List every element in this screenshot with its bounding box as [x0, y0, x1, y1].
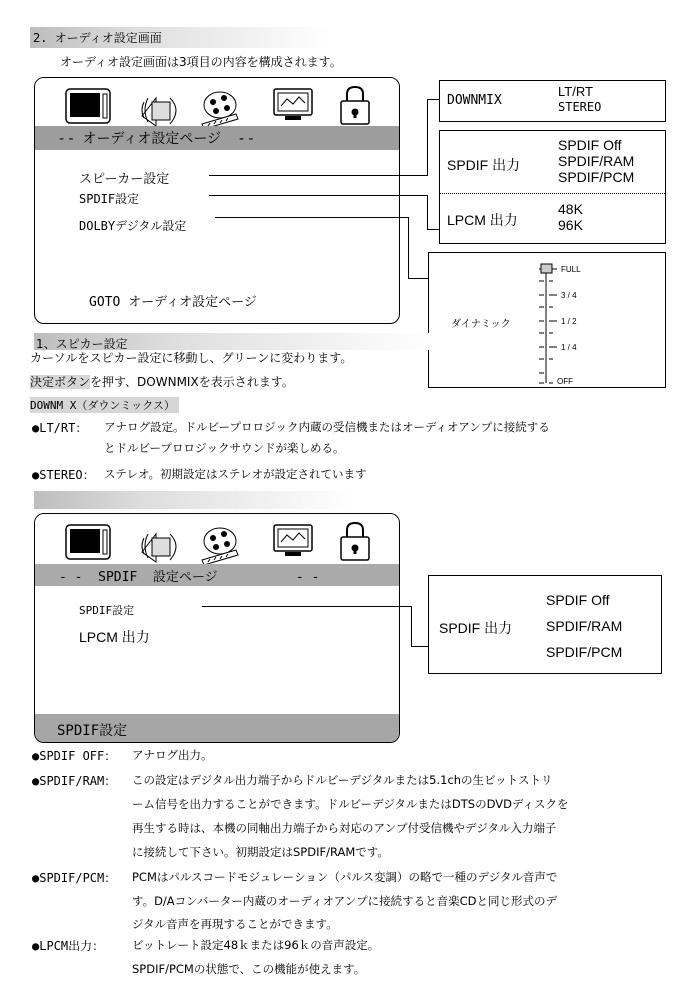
- bullet-lpcm-line-2: SPDIF/PCMの状態で、この機能が使えます。: [132, 962, 366, 976]
- dynamic-range-slider[interactable]: [537, 261, 647, 385]
- menu-item-dolby-digital-setup[interactable]: DOLBYデジタル設定: [79, 219, 187, 233]
- bullet-lpcm-line-1: ビットレート設定48ｋまたは96ｋの音声設定。: [132, 938, 380, 952]
- speaker-icon[interactable]: [138, 524, 186, 564]
- bullet-spdif-pcm-line-2: す。D/Aコンバーター内蔵のオーディオアンプに接続すると音楽CDと同じ形式のデ: [132, 894, 558, 908]
- film-reel-icon[interactable]: [198, 524, 240, 566]
- bullet-spdif-pcm-line-1: PCMはパルスコードモジュレーション（パルス変調）の略で一種のデジタル音声で: [132, 870, 558, 884]
- dynamic-range-box: [428, 252, 666, 388]
- bullet-spdif-ram-line-1: この設定はデジタル出力端子からドルビーデジタルまたは5.1chの生ビットストリ: [132, 773, 553, 787]
- bullet-spdif-off-line-1: アナログ出力。: [132, 748, 213, 762]
- connector-speaker-downmix-v: [427, 99, 428, 176]
- menu2-title-bar: [35, 564, 399, 586]
- bullet-spdif-off-term: ●SPDIF OFF：: [32, 749, 117, 763]
- menu2-footer-label: SPDIF設定: [57, 723, 128, 739]
- downmix-options-box: [439, 80, 666, 122]
- bullet-spdif-pcm-term: ●SPDIF/PCM：: [32, 871, 117, 885]
- connector-spdif-v: [427, 195, 428, 229]
- menu2-footer-bar[interactable]: [35, 714, 399, 742]
- spdif-option-pcm[interactable]: SPDIF/PCM: [558, 169, 635, 185]
- monitor-icon[interactable]: [273, 88, 313, 122]
- lpcm-output-label: LPCM 出力: [447, 212, 518, 228]
- bullet-spdif-ram-line-2: ーム信号を出力することができます。ドルビーデジタルまたはDTSのDVDディスクを: [132, 797, 569, 811]
- spdif2-option-ram[interactable]: SPDIF/RAM: [546, 618, 623, 634]
- speaker-line-2: [30, 373, 294, 390]
- bullet-stereo-term: ●STEREO：: [32, 468, 95, 482]
- menu-footer-goto[interactable]: GOTO オーディオ設定ページ: [89, 295, 257, 310]
- section-heading: 2. オーディオ設定画面: [33, 31, 162, 45]
- tv-icon[interactable]: [65, 524, 111, 562]
- bullet-spdif-ram-line-4: に接続して下さい。初期設定はSPDIF/RAMです。: [132, 845, 389, 859]
- bullet-stereo-line-1: ステレオ。初期設定はステレオが設定されています: [104, 467, 367, 481]
- menu-title: - - オーディオ設定ページ - -: [59, 131, 254, 147]
- speaker-line-2-rest: を押す、DOWNMIXを表示されます。: [90, 375, 294, 389]
- dynamic-tick-1-2: 1 / 2: [561, 317, 577, 326]
- connector-spdif-h2: [427, 229, 439, 230]
- bullet-ltrt-line-1: アナログ設定。ドルビープロロジック内蔵の受信機またはオーディオアンプに接続する: [104, 420, 550, 434]
- lpcm-option-96k[interactable]: 96K: [558, 217, 583, 233]
- dynamic-label: ダイナミック: [451, 319, 511, 330]
- connector-dolby-v: [408, 217, 409, 278]
- audio-setup-menu-panel: [34, 77, 400, 324]
- menu2-icon-bar: [35, 514, 399, 569]
- menu-item-speaker-setup[interactable]: スピーカー設定: [79, 172, 170, 187]
- speaker-line-1: カーソルをスピカー設定に移動し、グリーンに変わります。: [30, 351, 353, 365]
- connector-dolby-h2: [408, 278, 428, 279]
- spdif-setup-menu-panel: [34, 513, 400, 743]
- menu2-item-spdif-setup[interactable]: SPDIF設定: [79, 604, 135, 617]
- downmix-option-ltrt[interactable]: LT/RT: [558, 84, 593, 99]
- bullet-spdif-ram-term: ●SPDIF/RAM：: [32, 774, 117, 788]
- downmix-caption: DOWNM X（ダウンミックス）: [30, 397, 179, 413]
- tv-icon[interactable]: [65, 88, 111, 126]
- lock-icon[interactable]: [338, 520, 372, 562]
- spdif-header-band: [34, 491, 354, 509]
- speaker-icon[interactable]: [138, 88, 186, 128]
- spdif2-option-pcm[interactable]: SPDIF/PCM: [546, 644, 623, 660]
- menu-item-spdif-setup[interactable]: SPDIF設定: [79, 192, 140, 206]
- film-reel-icon[interactable]: [198, 88, 240, 130]
- bullet-spdif-ram-line-3: 再生する時は、本機の同軸出力端子から対応のアンプ付受信機やデジタル入力端子: [132, 821, 557, 835]
- spdif-option-off[interactable]: SPDIF Off: [558, 137, 622, 153]
- lpcm-option-48k[interactable]: 48K: [558, 201, 583, 217]
- spdif-output-label: SPDIF 出力: [447, 157, 521, 173]
- bullet-ltrt-term: ●LT/RT：: [32, 421, 88, 435]
- spdif-option-ram[interactable]: SPDIF/RAM: [558, 153, 635, 169]
- spdif-lpcm-options-box: [439, 130, 666, 244]
- menu-title-bar: [35, 126, 399, 150]
- lock-icon[interactable]: [338, 84, 372, 126]
- dynamic-tick-3-4: 3 / 4: [561, 291, 577, 300]
- monitor-icon[interactable]: [273, 524, 313, 558]
- menu2-title: - - SPDIF 設定ページ - -: [59, 569, 320, 585]
- menu2-item-lpcm-output[interactable]: LPCM 出力: [79, 629, 150, 645]
- connector-speaker-downmix: [209, 175, 427, 176]
- connector-spdif: [209, 195, 427, 196]
- spdif2-output-label: SPDIF 出力: [439, 620, 513, 636]
- connector-spdif-2: [202, 606, 411, 607]
- dynamic-tick-1-4: 1 / 4: [561, 343, 577, 352]
- speaker-heading: 1、スピカー設定: [36, 337, 128, 351]
- downmix-option-stereo[interactable]: STEREO: [558, 100, 602, 114]
- bullet-lpcm-term: ●LPCM出力：: [32, 939, 105, 953]
- connector-speaker-downmix-h2: [427, 99, 439, 100]
- section-intro: オーディオ設定画面は3項目の内容を構成されます。: [60, 55, 342, 69]
- connector-spdif-2-v: [411, 606, 412, 646]
- spdif2-option-off[interactable]: SPDIF Off: [546, 592, 610, 608]
- downmix-label: DOWNMIX: [447, 93, 502, 108]
- menu-icon-bar: [35, 78, 399, 133]
- confirm-button-highlight: 決定ボタン: [30, 375, 91, 389]
- bullet-ltrt-line-2: とドルビープロロジックサウンドが楽しめる。: [104, 441, 345, 455]
- spdif-options-box-2: [428, 575, 662, 674]
- dynamic-tick-off: OFF: [557, 377, 573, 386]
- divider-dotted: [440, 193, 665, 194]
- dynamic-tick-full: FULL: [561, 265, 581, 274]
- connector-spdif-2-h2: [411, 646, 428, 647]
- connector-dolby: [215, 217, 408, 218]
- bullet-spdif-pcm-line-3: ジタル音声を再現することができます。: [132, 917, 338, 931]
